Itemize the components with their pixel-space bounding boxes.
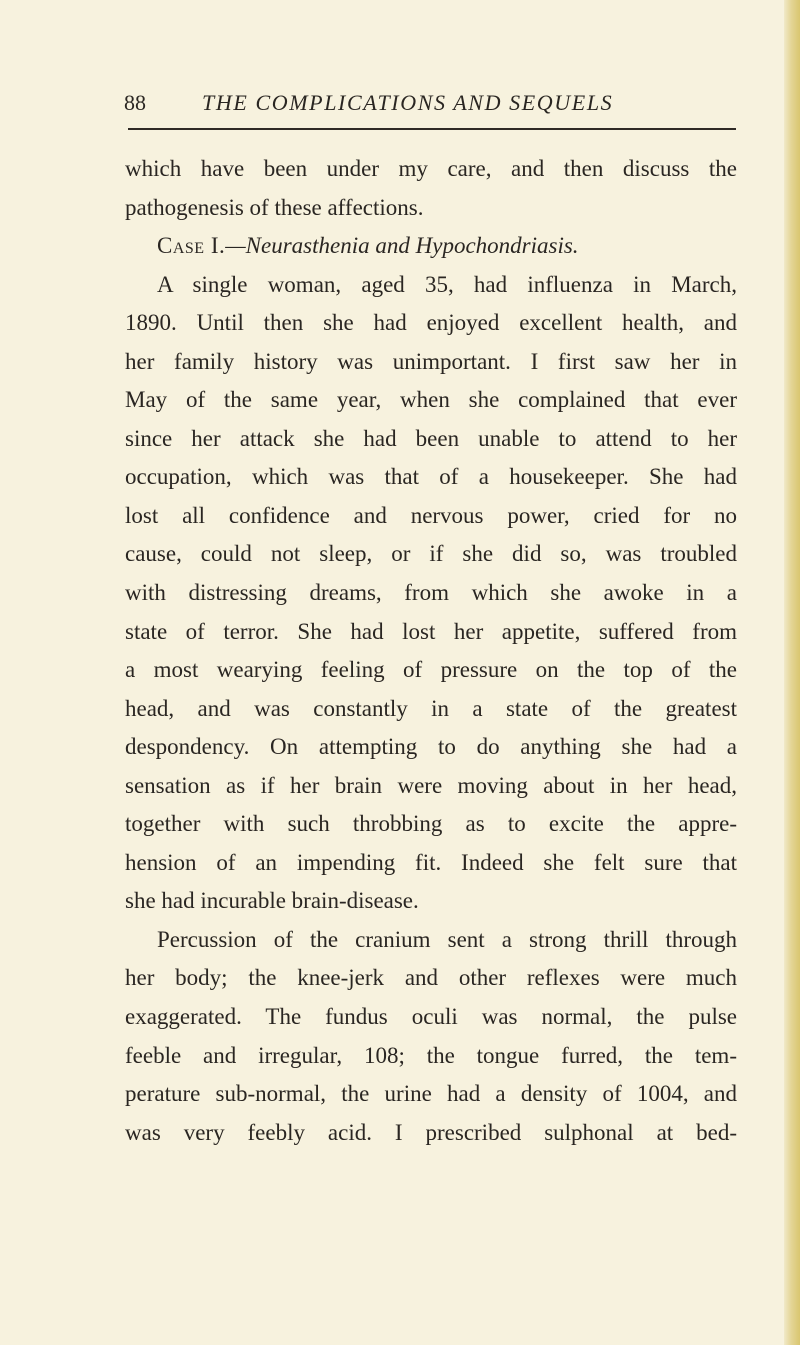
- text-line: hension of an impending fit. Indeed she felt sure that: [125, 849, 737, 875]
- text-line: perature sub-normal, the urine had a density of 1004, and: [125, 1081, 737, 1107]
- text-line: Percussion of the cranium sent a strong thrill through: [157, 926, 737, 952]
- text-line: feeble and irregular, 108; the tongue furred, the tem-: [125, 1042, 737, 1068]
- text-line: together with such throbbing as to excite the appre-: [125, 811, 737, 837]
- text-line: A single woman, aged 35, had influenza in March,: [157, 271, 737, 297]
- text-line: which have been under my care, and then discuss the: [125, 156, 737, 181]
- text-line: lost all confidence and nervous power, cried for no: [125, 502, 737, 528]
- body-text: [125, 150, 737, 1152]
- text-line: head, and was constantly in a state of the greatest: [125, 695, 737, 721]
- case-label: Case I.: [157, 233, 226, 259]
- text-line: occupation, which was that of a housekeeper. She had: [125, 464, 737, 490]
- page-number: 88: [124, 90, 146, 115]
- text-line: pathogenesis of these affections.: [125, 194, 424, 220]
- text-line: 1890. Until then she had enjoyed excellent health, and: [125, 310, 737, 336]
- case-subtitle: —Neurasthenia and Hypochondriasis.: [225, 233, 579, 259]
- text-line: her family history was unimportant. I first saw her in: [125, 348, 737, 374]
- text-line: state of terror. She had lost her appetite, suffered from: [125, 618, 737, 644]
- page-header: [124, 88, 734, 118]
- text-line: exaggerated. The fundus oculi was normal, the pulse: [125, 1004, 737, 1030]
- text-line: cause, could not sleep, or if she did so, was troubled: [125, 541, 737, 567]
- text-line: sensation as if her brain were moving about in her head,: [125, 772, 737, 798]
- text-line: she had incurable brain-disease.: [125, 888, 419, 914]
- text-line: since her attack she had been unable to attend to her: [125, 425, 737, 451]
- header-rule: [128, 128, 736, 130]
- text-line: a most wearying feeling of pressure on the top of the: [125, 657, 737, 683]
- text-line: May of the same year, when she complained that ever: [125, 387, 737, 413]
- text-line: with distressing dreams, from which she awoke in a: [125, 580, 737, 606]
- text-line: was very feebly acid. I prescribed sulphonal at bed-: [125, 1119, 737, 1145]
- page-edge-shadow: [784, 0, 800, 1345]
- text-line: her body; the knee-jerk and other reflexes were much: [125, 965, 737, 991]
- running-head: THE COMPLICATIONS AND SEQUELS: [202, 90, 614, 115]
- case-heading: [125, 227, 737, 266]
- text-line: despondency. On attempting to do anything she had a: [125, 734, 737, 760]
